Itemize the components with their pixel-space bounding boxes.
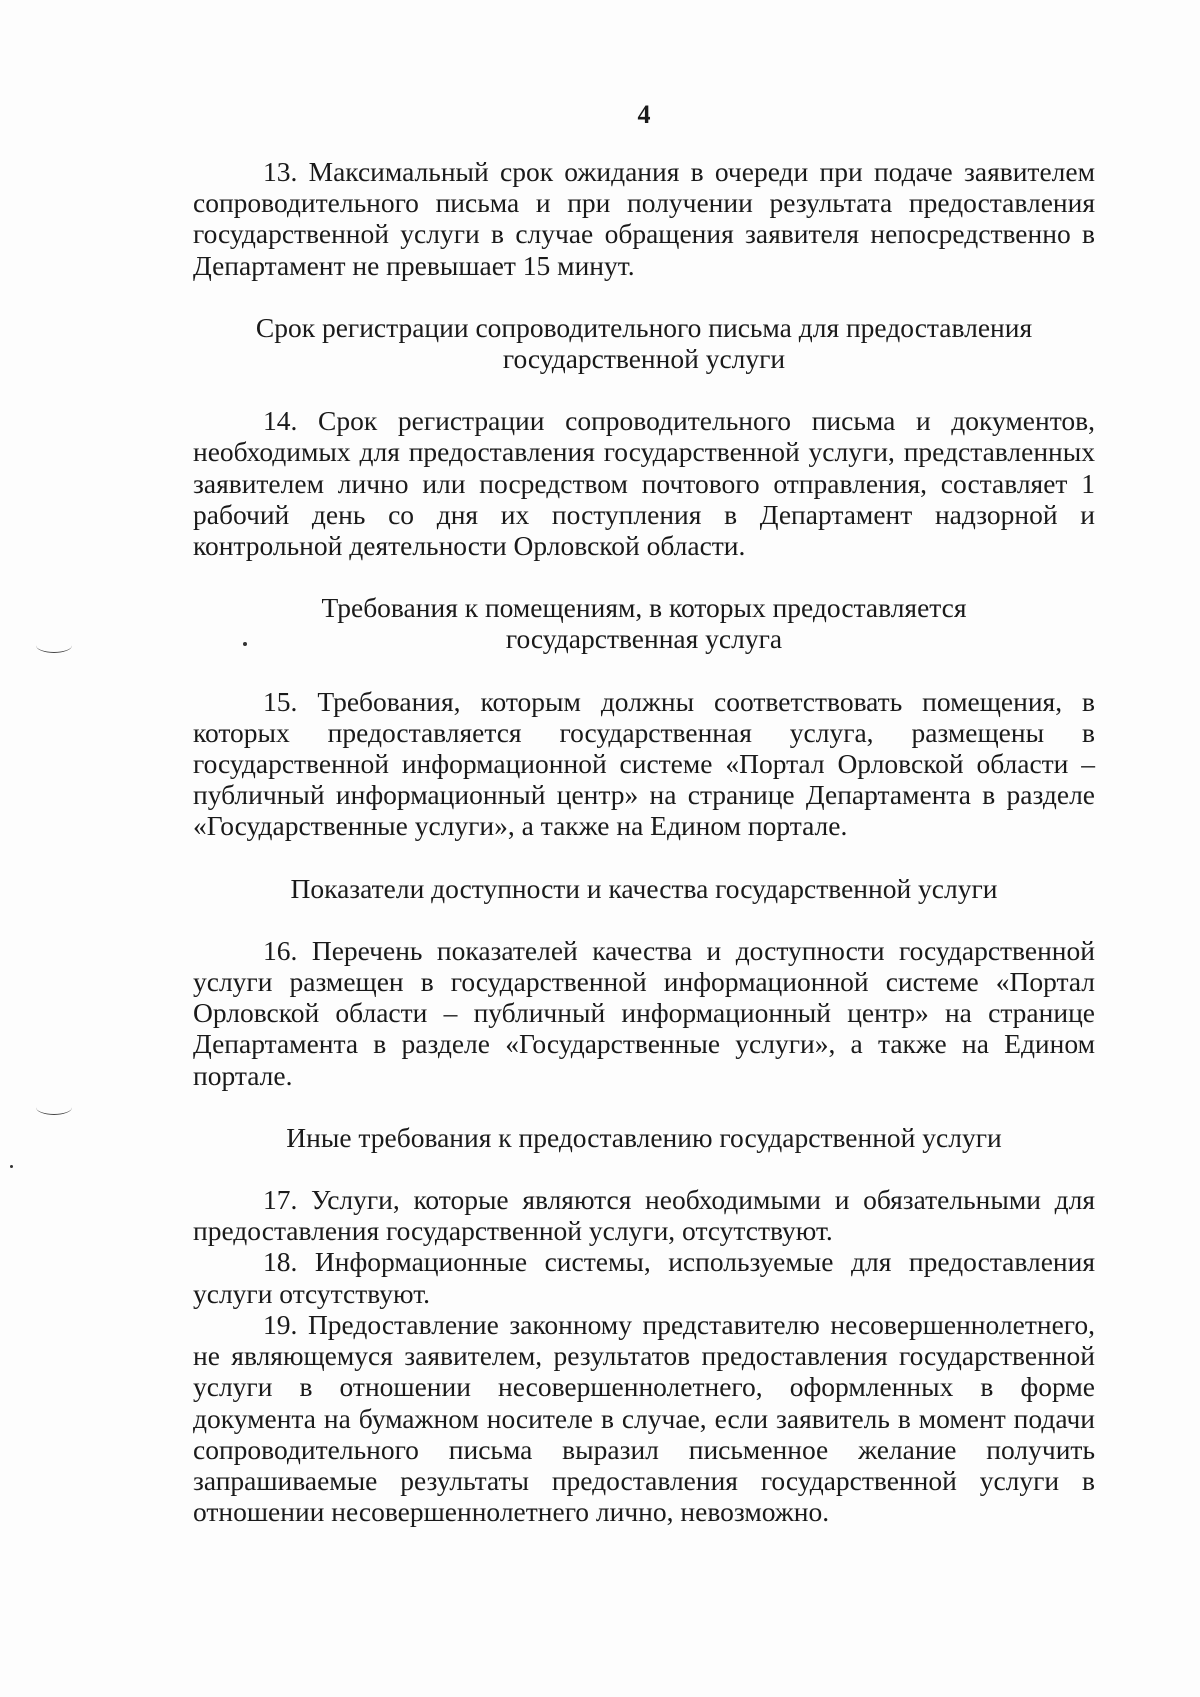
paragraph-15: 15. Требования, которым должны соответствовать помещения, в которых предоставляется государственная услуга, размещены в государственной информационной системе «Портал Орловской области – публичный информационный центр» на странице Департамента в разделе «Государственные услуги», а также на Едином портале. — [193, 685, 1095, 842]
paragraph-14: 14. Срок регистрации сопроводительного письма и документов, необходимых для предоставления государственной услуги, представленных заявителем лично или посредством почтового отправления, составляет 1 рабочий день со дня их поступления в Департамент надзорной и контрольной деятельности Орловской области. — [193, 405, 1095, 562]
scan-mark — [36, 638, 72, 653]
heading-line: государственной услуги — [502, 343, 786, 375]
section-heading-other-requirements: Иные требования к предоставлению государственной услуги — [286, 1121, 1002, 1153]
paragraph-16: 16. Перечень показателей качества и доступности государственной услуги размещен в государственной информационной системе «Портал Орловской области – публичный информационный центр» на странице Департамента в разделе «Государственные услуги», а также на Едином портале. — [193, 934, 1095, 1091]
heading-line: Требования к помещениям, в которых предоставляется — [321, 592, 967, 624]
section-heading-indicators: Показатели доступности и качества государственной услуги — [290, 872, 998, 904]
scan-mark — [36, 1100, 72, 1115]
section-heading-premises — [193, 592, 1095, 654]
scan-speck — [10, 1165, 13, 1168]
heading-line: государственная услуга — [505, 623, 783, 655]
paragraph-19: 19. Предоставление законному представителю несовершеннолетнего, не являющемуся заявителем, результатов предоставления государственной услуги в отношении несовершеннолетнего, оформленных в форме документа на бумажном носителе в случае, если заявитель в момент подачи сопроводительного письма выразил письменное желание получить запрашиваемые результаты предоставления государственной услуги в отношении несовершеннолетнего лично, невозможно. — [193, 1308, 1095, 1528]
paragraph-18: 18. Информационные системы, используемые для предоставления услуги отсутствуют. — [193, 1246, 1095, 1309]
paragraph-17: 17. Услуги, которые являются необходимыми и обязательными для предоставления государственной услуги, отсутствуют. — [193, 1184, 1095, 1247]
paragraph-13: 13. Максимальный срок ожидания в очереди при подаче заявителем сопроводительного письма и при получении результата предоставления государственной услуги в случае обращения заявителя непосредственно в Департамент не превышает 15 минут. — [193, 156, 1095, 281]
document-body — [193, 156, 1095, 1527]
heading-line: Срок регистрации сопроводительного письма для предоставления — [255, 311, 1033, 343]
section-heading-registration — [193, 312, 1095, 374]
page-number: 4 — [637, 100, 651, 129]
scan-speck — [243, 642, 247, 646]
